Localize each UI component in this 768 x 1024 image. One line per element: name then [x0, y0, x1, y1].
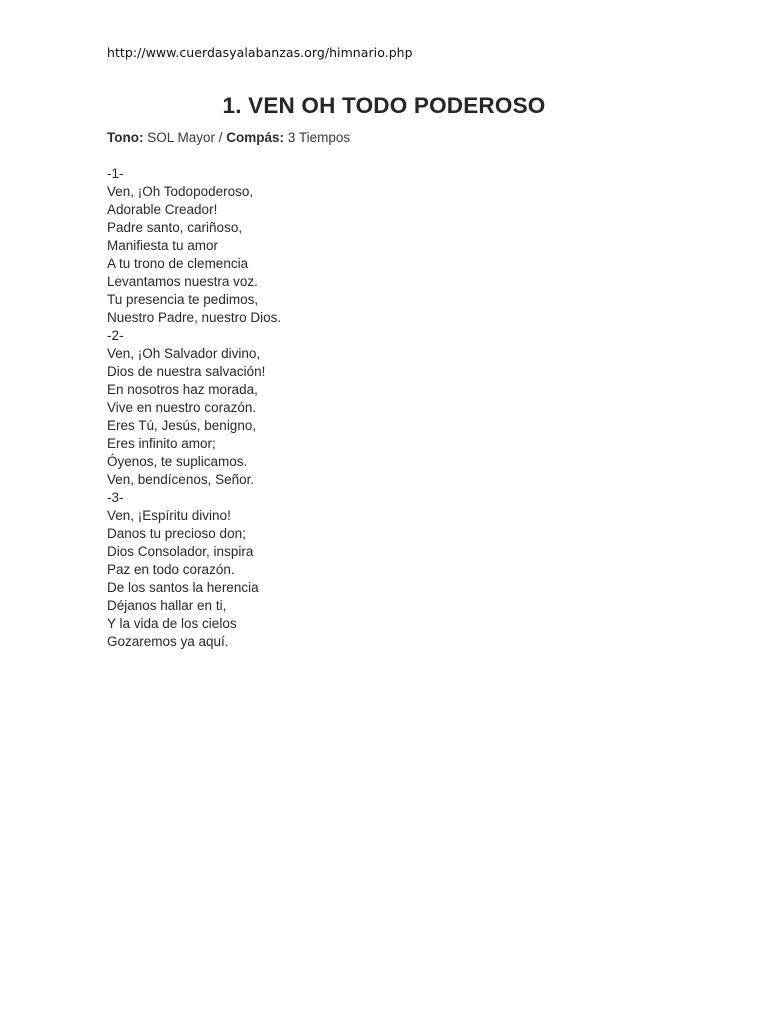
- hymn-title: 1. VEN OH TODO PODEROSO: [222, 93, 546, 118]
- lyric-line: Manifiesta tu amor: [107, 238, 219, 253]
- lyric-line: Adorable Creador!: [107, 202, 218, 217]
- lyric-line: Óyenos, te suplicamos.: [107, 454, 248, 469]
- compas-label: Compás:: [226, 130, 285, 145]
- lyric-line: A tu trono de clemencia: [107, 256, 249, 271]
- lyric-line: Padre santo, cariñoso,: [107, 220, 243, 235]
- lyric-line: Nuestro Padre, nuestro Dios.: [107, 310, 282, 325]
- lyric-line: Déjanos hallar en ti,: [107, 598, 227, 613]
- verse-number: -2-: [107, 328, 124, 343]
- lyric-line: De los santos la herencia: [107, 580, 259, 595]
- source-url: http://www.cuerdasyalabanzas.org/himnario.php: [107, 45, 413, 60]
- compas-value: 3 Tiempos: [287, 130, 351, 145]
- lyric-line: Gozaremos ya aquí.: [107, 634, 229, 649]
- lyric-line: Eres infinito amor;: [107, 436, 216, 451]
- lyric-line: Vive en nuestro corazón.: [107, 400, 257, 415]
- lyric-line: En nosotros haz morada,: [107, 382, 258, 397]
- tono-label: Tono:: [107, 130, 144, 145]
- lyric-line: Dios Consolador, inspira: [107, 544, 254, 559]
- hymn-lyrics: [107, 165, 281, 651]
- lyric-line: Dios de nuestra salvación!: [107, 364, 266, 379]
- lyric-line: Tu presencia te pedimos,: [107, 292, 259, 307]
- lyric-line: Levantamos nuestra voz.: [107, 274, 258, 289]
- tono-value: SOL Mayor /: [147, 130, 223, 145]
- hymn-meta: [107, 130, 350, 145]
- lyric-line: Danos tu precioso don;: [107, 526, 246, 541]
- lyric-line: Paz en todo corazón.: [107, 562, 235, 577]
- verse-number: -3-: [107, 490, 124, 505]
- lyric-line: Ven, ¡Oh Salvador divino,: [107, 346, 261, 361]
- verse-number: -1-: [107, 166, 124, 181]
- lyric-line: Eres Tú, Jesús, benigno,: [107, 418, 257, 433]
- lyric-line: Ven, ¡Espíritu divino!: [107, 508, 231, 523]
- lyric-line: Ven, bendícenos, Señor.: [107, 472, 255, 487]
- lyric-line: Y la vida de los cielos: [107, 616, 237, 631]
- lyric-line: Ven, ¡Oh Todopoderoso,: [107, 184, 254, 199]
